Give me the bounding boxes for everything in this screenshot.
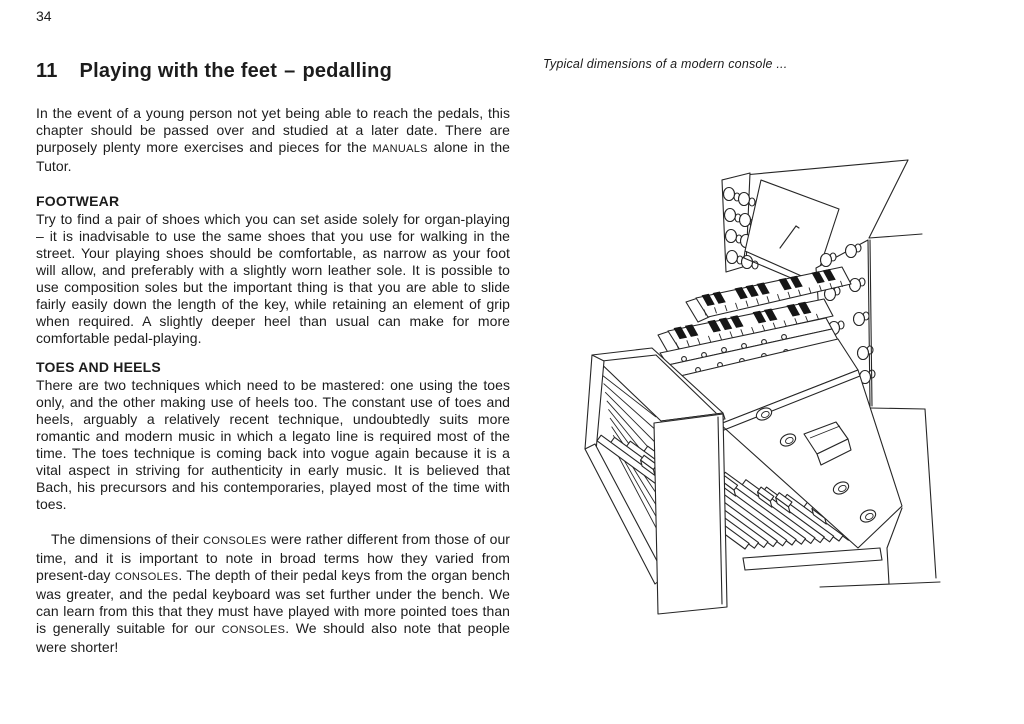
toes-heels-paragraph: There are two techniques which need to be mastered: one using the toes only, and the other making use of heels too. The constant use of toes and heels, arguably a relatively recent technique, undoubtedly suits more romantic and modern music in which a legato line is required most of the time. The toes technique is coming back into vogue again because it is a vital aspect in striving for authenticity in early music. It is believed that Bach, his precursors and his contemporaries, played most of the time with toes. [36,377,510,512]
page-number: 34 [36,8,52,24]
chapter-title-text: Playing with the feet [79,60,278,82]
title-dash: – [284,60,296,82]
chapter-number: 11 [36,60,58,82]
console-illustration [558,118,1024,702]
console-line-drawing [558,118,1024,702]
intro-paragraph: In the event of a young person not yet being able to reach the pedals, this chapter should be passed over and studied at a later date. There are purposely plenty more exercises and pieces for the MANUALS alone in the Tutor. [36,105,511,174]
chapter-title [36,60,392,83]
closing-paragraph [36,531,510,656]
section-heading-toes-and-heels: TOES AND HEELS [36,359,161,375]
figure-caption: Typical dimensions of a modern console ... [543,57,788,71]
footwear-paragraph: Try to find a pair of shoes which you can set aside solely for organ-playing – it is inadvisable to use the same shoes that you use for walking in the street. Your playing shoes should be comfortable, as narrow as your foot will allow, and preferably with a slightly worn leather sole. It is possible to use composition soles but the important thing is that you are able to slide fairly easily down the length of the key, while retaining an element of grip when required. A slightly deeper heel than usual can make for more comfortable pedal-playing. [36,211,510,346]
chapter-title-text-2: pedalling [302,60,393,82]
closing-paragraph-text: The dimensions of their CONSOLES were rather different from those of our time, and it is important to note in broad terms how they varied from present-day CONSOLES. The depth of their pedal keys from the organ bench was greater, and the pedal keyboard was set further under the bench. We can learn from this that they must have played with more pointed toes than is generally suitable for our CONSOLES. We should also note that people were shorter! [36,531,511,655]
section-heading-footwear: FOOTWEAR [36,193,120,209]
